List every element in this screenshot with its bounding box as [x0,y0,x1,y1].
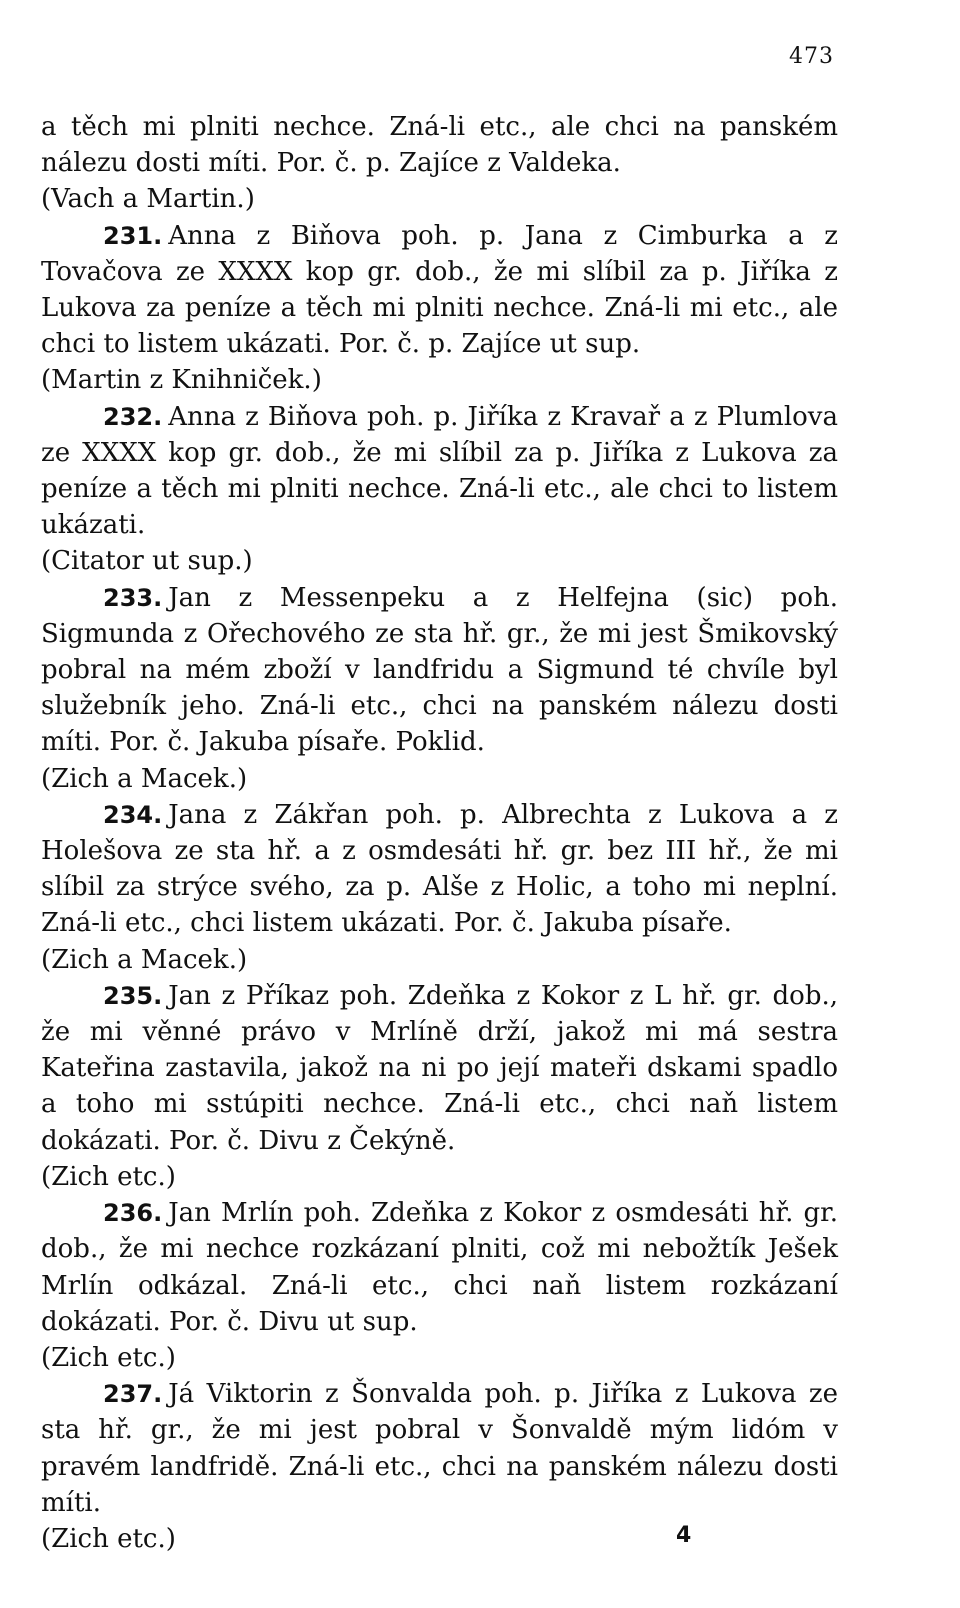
entry-citation: (Citator ut sup.) [41,546,253,577]
page-number: 473 [789,44,834,69]
entry-citation: (Zich etc.) [41,1523,176,1554]
entry-number: 232. [103,402,163,431]
entry-232 [41,399,838,580]
entry-235 [41,978,838,1195]
entry-number: 237. [103,1380,163,1409]
entry-text: Jana z Zákřan poh. p. Albrechta z Lukova a z Holešova ze sta hř. a z osmdesáti hř. gr. bez III hř., že mi slíbil za strýce svého, za p. Alše z Holic, a toho mi neplní. Zná-li etc., chci listem ukázati. Por. č. Jakuba písaře. [41,799,838,939]
entry-233 [41,580,838,797]
entry-text: Jan z Příkaz poh. Zdeňka z Kokor z L hř. gr. dob., že mi věnné právo v Mrlíně drží, jakož mi má sestra Kateřina zastavila, jakož na ni po její mateři dskami spadlo a toho mi sstúpiti nechce. Zná-li etc., chci naň listem dokázati. Por. č. Divu z Čekýně. [41,980,838,1156]
opening-text: a těch mi plniti nechce. Zná-li etc., ale chci na panském nálezu dosti míti. Por. č. p. Zajíce z Valdeka. [41,112,838,179]
entry-text: Já Viktorin z Šonvalda poh. p. Jiříka z Lukova ze sta hř. gr., že mi jest pobral v Šonvaldě mým lidóm v pravém landfridě. Zná-li etc., chci na panském nálezu dosti míti. [41,1379,838,1518]
entry-number: 235. [103,981,163,1010]
entry-citation: (Zich a Macek.) [41,944,248,975]
entry-text: Jan z Messenpeku a z Helfejna (sic) poh. Sigmunda z Ořechového ze sta hř. gr., že mi jest Šmikovský pobral na mém zboží v landfridu a Sigmund té chvíle byl služebník jeho. Zná-li etc., chci na panském nálezu dosti míti. Por. č. Jakuba písaře. Poklid. [41,582,838,758]
opening-paragraph [41,109,838,218]
entry-number: 236. [103,1199,163,1228]
entry-text: Anna z Biňova poh. p. Jana z Cimburka a z Tovačova ze XXXX kop gr. dob., že mi slíbil za p. Jiříka z Lukova za peníze a těch mi plniti nechce. Zná-li mi etc., ale chci to listem ukázati. Por. č. p. Zajíce ut sup. [41,220,838,360]
entry-236 [41,1195,838,1376]
entry-number: 231. [103,221,163,250]
entry-text: Jan Mrlín poh. Zdeňka z Kokor z osmdesáti hř. gr. dob., že mi nechce rozkázaní plniti, což mi nebožtík Ješek Mrlín odkázal. Zná-li etc., chci naň listem rozkázaní dokázati. Por. č. Divu ut sup. [41,1198,838,1337]
entry-231 [41,218,838,399]
entry-citation: (Zich etc.) [41,1342,176,1373]
opening-citation: (Vach a Martin.) [41,184,255,215]
signature-mark: 4 [676,1523,692,1548]
entry-number: 234. [103,800,163,829]
entry-text: Anna z Biňova poh. p. Jiříka z Kravař a z Plumlova ze XXXX kop gr. dob., že mi slíbil za p. Jiříka z Lukova za peníze a těch mi plniti nechce. Zná-li etc., ale chci to listem ukázati. [41,401,838,541]
entry-citation: (Zich etc.) [41,1161,176,1192]
entry-citation: (Zich a Macek.) [41,763,248,794]
entry-237 [41,1376,838,1557]
entry-citation: (Martin z Knihniček.) [41,365,322,396]
entry-234 [41,797,838,978]
body-text [41,109,838,1557]
entry-number: 233. [103,583,163,612]
